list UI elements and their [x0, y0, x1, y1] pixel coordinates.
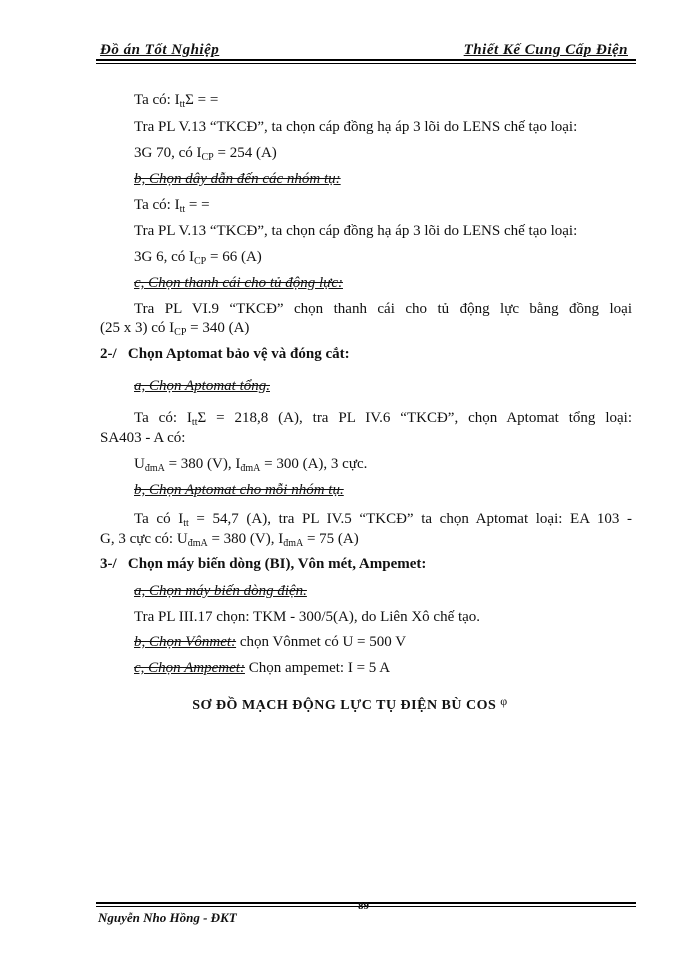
page-footer: [96, 896, 636, 926]
line-itt-54: Ta có $I_{tt} = 54,7$ (A), tra PL IV.5 “TKCĐ” ta chọn Aptomat loại: EA 103 -: [134, 511, 632, 529]
header-rule: [96, 59, 636, 61]
page-header: [96, 38, 636, 62]
line-voltmeter: b, Chọn Vônmet: chọn Vônmet có U = 500 V: [134, 634, 407, 650]
page-number: 89: [358, 900, 369, 912]
line-busbar-25x3: (25 x 3) có $I_{CP} = 340$ (A): [100, 320, 250, 338]
diagram-title: SƠ ĐỒ MẠCH ĐỘNG LỰC TỤ ĐIỆN BÙ COS φ: [192, 694, 508, 713]
subheading-c-busbar: c, Chọn thanh cái cho tủ động lực:: [134, 275, 343, 291]
line-tra-pl-v13-a: Tra PL V.13 “TKCĐ”, ta chọn cáp đồng hạ áp 3 lõi do LENS chế tạo loại:: [134, 119, 578, 135]
line-itt: Ta có: $I_{tt}$ = =: [134, 197, 210, 215]
line-tra-pl-iii17: Tra PL III.17 chọn: TKM - 300/5(A), do Liên Xô chế tạo.: [134, 609, 481, 625]
footer-author: Nguyễn Nho Hồng - ĐKT: [98, 910, 237, 925]
line-udma-380: $U_{đmA} = 380$ (V), $I_{đmA} = 300$ (A), 3 cực.: [134, 456, 368, 474]
line-3g6: 3G 6, có $I_{CP} = 66$ (A): [134, 249, 262, 267]
line-3g70: 3G 70, có $I_{CP} = 254$ (A): [134, 145, 277, 163]
header-right-title: Thiết Kế Cung Cấp Điện: [463, 42, 628, 58]
line-tra-pl-vi9: Tra PL VI.9 “TKCĐ” chọn thanh cái cho tủ động lực bằng đồng loại: [134, 301, 632, 317]
line-g-3-poles: G, 3 cực có: $U_{đmA} = 380$ (V), $I_{đmA} = 75$ (A): [100, 531, 359, 549]
subheading-a-main-aptomat: a, Chọn Aptomat tổng.: [134, 378, 270, 394]
line-itt-sum: Ta có: $I_{tt}\Sigma$ = =: [134, 92, 219, 110]
subheading-b-group-aptomat: b, Chọn Aptomat cho mỗi nhóm tụ.: [134, 482, 344, 498]
subheading-a-current-transformer: a, Chọn máy biến dòng điện.: [134, 583, 307, 599]
section-3-heading: 3-/ Chọn máy biến dòng (BI), Vôn mét, Ampemet:: [100, 556, 427, 572]
header-rule-thin: [96, 63, 636, 64]
line-ammeter: c, Chọn Ampemet: Chọn ampemet: I = 5 A: [134, 660, 391, 676]
phi-symbol: φ: [500, 694, 508, 708]
line-sa403: SA403 - A có:: [100, 430, 186, 446]
subheading-b-cable-to-capacitor-groups: b, Chọn dây dẫn đến các nhóm tụ:: [134, 171, 341, 187]
line-tra-pl-v13-b: Tra PL V.13 “TKCĐ”, ta chọn cáp đồng hạ áp 3 lõi do LENS chế tạo loại:: [134, 223, 578, 239]
section-2-heading: 2-/ Chọn Aptomat bảo vệ và đóng cắt:: [100, 346, 350, 362]
header-left-title: Đồ án Tốt Nghiệp: [100, 42, 220, 58]
line-itt-218: Ta có: $I_{tt}\Sigma = 218,8$ (A), tra PL IV.6 “TKCĐ”, chọn Aptomat tổng loại:: [134, 410, 632, 428]
